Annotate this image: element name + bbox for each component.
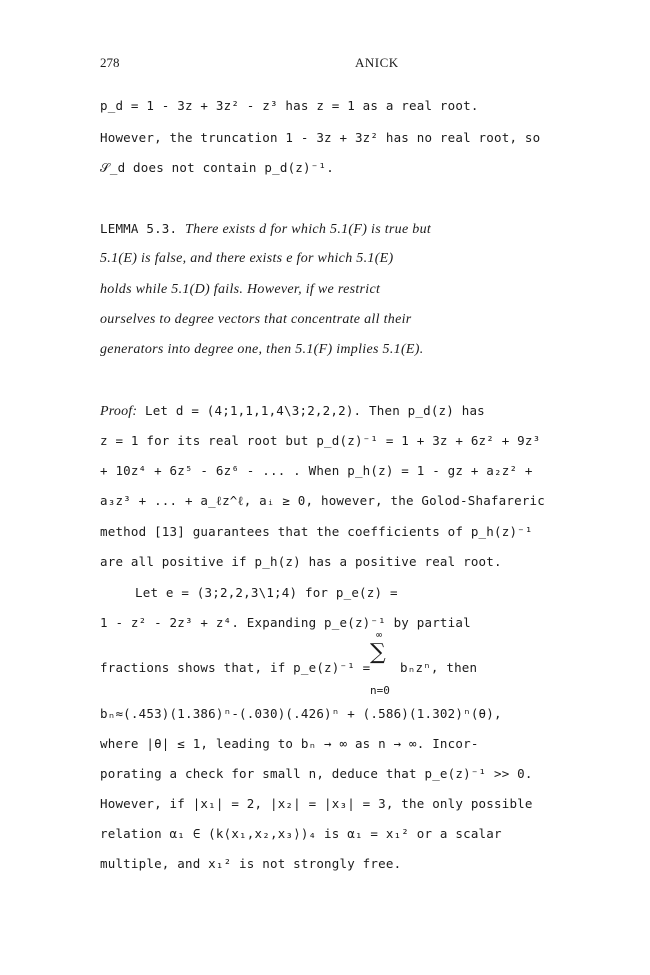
proof-label: Proof: [100, 404, 138, 419]
text-line: multiple, and x₁² is not strongly free. [100, 856, 402, 871]
lemma-line: generators into degree one, then 5.1(F) implies 5.1(E). [100, 342, 424, 357]
page-header [100, 55, 550, 75]
text-line: p_d = 1 - 3z + 3z² - z³ has z = 1 as a real root. [100, 98, 479, 113]
page-number: 278 [100, 55, 120, 70]
lemma-line: holds while 5.1(D) fails. However, if we restrict [100, 282, 381, 297]
lemma-label: LEMMA 5.3. [100, 221, 178, 236]
text-line: However, the truncation 1 - 3z + 3z² has no real root, so [100, 130, 541, 145]
sum-upper-limit: ∞ [376, 630, 383, 641]
text-line: bₙ≈(.453)(1.386)ⁿ-(.030)(.426)ⁿ + (.586)(1.302)ⁿ(θ), [100, 706, 502, 721]
text-line: fractions shows that, if p_e(z)⁻¹ = [100, 660, 371, 675]
text-line: a₃z³ + ... + a_ℓz^ℓ, aᵢ ≥ 0, however, the Golod-Shafareric [100, 493, 546, 508]
text-line: 𝒮_d does not contain p_d(z)⁻¹. [100, 160, 334, 175]
text-line: where |θ| ≤ 1, leading to bₙ → ∞ as n → ∞. Incor- [100, 736, 479, 751]
text-line: method [13] guarantees that the coefficients of p_h(z)⁻¹ [100, 524, 533, 539]
text-line: 1 - z² - 2z³ + z⁴. Expanding p_e(z)⁻¹ by partial [100, 615, 471, 630]
text-line: relation α₁ ∈ (k⟨x₁,x₂,x₃⟩)₄ is α₁ = x₁² or a scalar [100, 826, 502, 841]
proof-text: Let d = (4;1,1,1,4\3;2,2,2). Then p_d(z) has [144, 403, 485, 418]
proof-line [100, 403, 485, 420]
lemma-line [100, 221, 431, 238]
text-line: z = 1 for its real root but p_d(z)⁻¹ = 1 + 3z + 6z² + 9z³ [100, 433, 541, 448]
text-line: Let e = (3;2,2,3\1;4) for p_e(z) = [135, 585, 398, 600]
summation-sign: ∑ [370, 640, 386, 665]
text-line: porating a check for small n, deduce that p_e(z)⁻¹ >> 0. [100, 766, 533, 781]
text-line: However, if |x₁| = 2, |x₂| = |x₃| = 3, the only possible [100, 796, 533, 811]
text-line: bₙzⁿ, then [400, 660, 478, 675]
text-line: are all positive if p_h(z) has a positive real root. [100, 554, 502, 569]
running-head: ANICK [355, 55, 399, 70]
text-line: + 10z⁴ + 6z⁵ - 6z⁶ - ... . When p_h(z) = 1 - gz + a₂z² + [100, 463, 533, 478]
lemma-line: ourselves to degree vectors that concentrate all their [100, 312, 412, 327]
lemma-line: 5.1(E) is false, and there exists e for which 5.1(E) [100, 251, 394, 266]
sum-lower-limit: n=0 [370, 684, 390, 697]
lemma-text: There exists d for which 5.1(F) is true but [185, 222, 432, 237]
